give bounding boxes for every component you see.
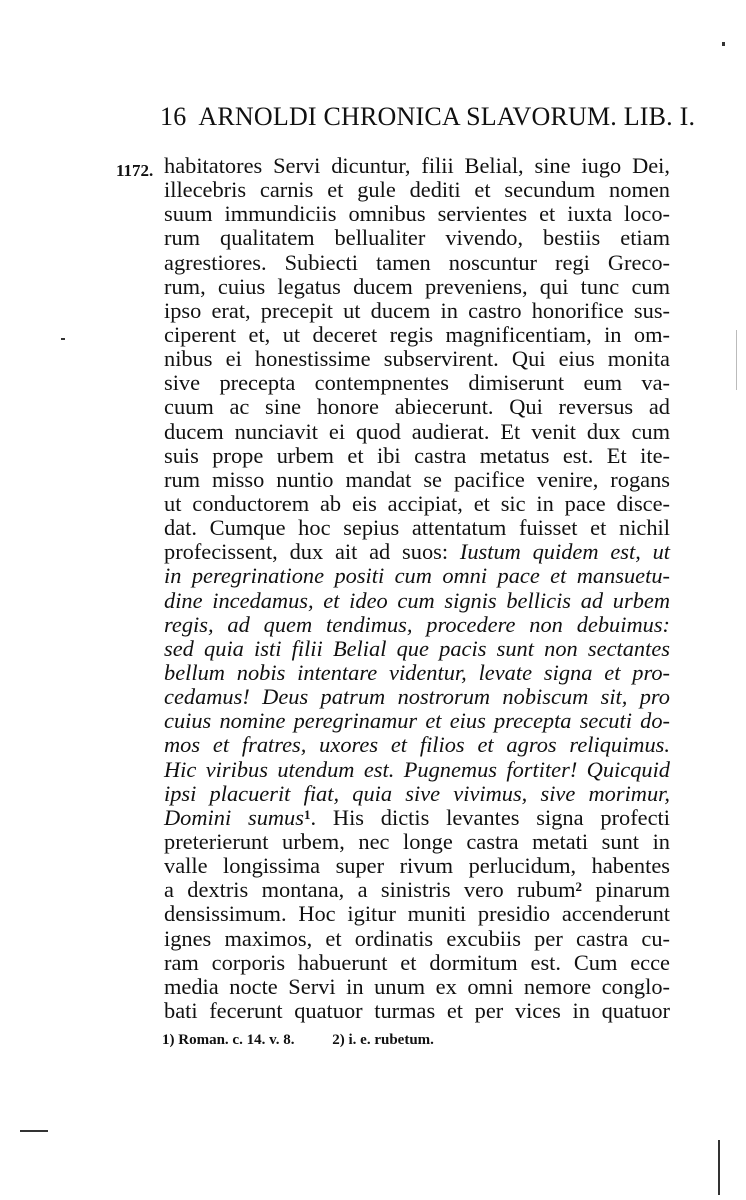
margin-year: 1172.: [116, 161, 154, 180]
text-line: nibus ei honestissime subservirent. Qui eius monita: [164, 346, 670, 372]
text-line: habitatores Servi dicuntur, filii Belial, sine iugo Dei,: [164, 153, 670, 178]
roman-segment: profecissent, dux ait ad suos:: [164, 539, 460, 565]
text-line: valle longissima super rivum perlucidum, habentes: [164, 853, 670, 879]
italic-line: cuius nomine peregrinamur et eius precepta secuti do-: [164, 708, 670, 734]
footnote-1: 1) Roman. c. 14. v. 8.: [162, 1032, 295, 1048]
page-number: 16: [160, 102, 187, 131]
roman-segment: a dextris montana, a sinistris vero rubum: [164, 877, 576, 903]
italic-line: regis, ad quem tendimus, procedere non debuimus:: [164, 611, 670, 637]
text-line: ipso erat, precepit ut ducem in castro honorifice sus-: [164, 297, 670, 323]
text-line: bati fecerunt quatuor turmas et per vices in quatuor: [164, 997, 670, 1023]
text-line: illecebris carnis et gule dediti et secundum nomen: [164, 177, 670, 203]
text-line-mixed: [164, 878, 670, 902]
text-line: ignes maximos, et ordinatis excubiis per castra cu-: [164, 925, 670, 951]
scan-speck: [20, 1130, 48, 1132]
text-line: ducem nunciavit ei quod audierat. Et venit dux cum: [164, 418, 670, 444]
running-header: [160, 102, 696, 132]
italic-line: Hic viribus utendum est. Pugnemus fortiter! Quicquid: [164, 756, 670, 782]
text-line: suum immundiciis omnibus servientes et iuxta loco-: [164, 201, 670, 227]
text-line: sive precepta contempnentes dimiserunt eum va-: [164, 370, 670, 396]
scan-speck: [61, 338, 65, 340]
text-line: dat. Cumque hoc sepius attentatum fuisset et nichil: [164, 515, 670, 541]
text-line: agrestiores. Subiecti tamen noscuntur regi Greco-: [164, 249, 670, 275]
text-line: densissimum. Hoc igitur muniti presidio accenderunt: [164, 901, 670, 927]
text-line: ut conductorem ab eis accipiat, et sic in pace disce-: [164, 490, 670, 516]
text-line: rum qualitatem bellualiter vivendo, bestiis etiam: [164, 225, 670, 251]
text-line-mixed: [164, 806, 670, 830]
italic-line: ipsi placuerit fiat, quia sive vivimus, sive morimur,: [164, 780, 670, 806]
text-line: rum misso nuntio mandat se pacifice venire, rogans: [164, 466, 670, 492]
footnotes: [162, 1030, 434, 1050]
running-title: ARNOLDI CHRONICA SLAVORUM. LIB. I.: [198, 102, 696, 131]
footnote-2: 2) i. e. rubetum.: [332, 1032, 434, 1048]
text-line: ram corporis habuerunt et dormitum est. Cum ecce: [164, 949, 670, 975]
italic-line: in peregrinatione positi cum omni pace et mansuetu-: [164, 563, 670, 589]
italic-line: cedamus! Deus patrum nostrorum nobiscum sit, pro: [164, 684, 670, 710]
roman-segment: pinarum: [582, 877, 670, 903]
footnote-ref: 1: [303, 806, 311, 822]
text-line-mixed: [164, 540, 670, 564]
roman-segment: . His dictis levantes signa profecti: [310, 804, 670, 830]
italic-line: sed quia isti filii Belial que pacis sunt non sectantes: [164, 635, 670, 661]
italic-segment: Iustum quidem est, ut: [459, 539, 670, 565]
text-line: rum, cuius legatus ducem preveniens, qui tunc cum: [164, 273, 670, 299]
footnote-ref: 2: [575, 879, 583, 895]
main-text: [164, 154, 670, 1023]
scan-speck: [736, 330, 737, 390]
italic-line: mos et fratres, uxores et filios et agros reliquimus.: [164, 732, 670, 758]
italic-line: dine incedamus, et ideo cum signis bellicis ad urbem: [164, 587, 670, 613]
text-line: ciperent et, ut deceret regis magnificentiam, in om-: [164, 321, 670, 347]
text-line: media nocte Servi in unum ex omni nemore conglo-: [164, 973, 670, 999]
scan-speck: [718, 1140, 720, 1195]
text-line: preterierunt urbem, nec longe castra metati sunt in: [164, 828, 670, 854]
italic-line: bellum nobis intentare videntur, levate signa et pro-: [164, 659, 670, 685]
text-line: cuum ac sine honore abiecerunt. Qui reversus ad: [164, 394, 670, 420]
text-line: suis prope urbem et ibi castra metatus est. Et ite-: [164, 442, 670, 468]
scan-speck: [722, 42, 725, 46]
italic-segment: Domini sumus: [164, 804, 304, 830]
